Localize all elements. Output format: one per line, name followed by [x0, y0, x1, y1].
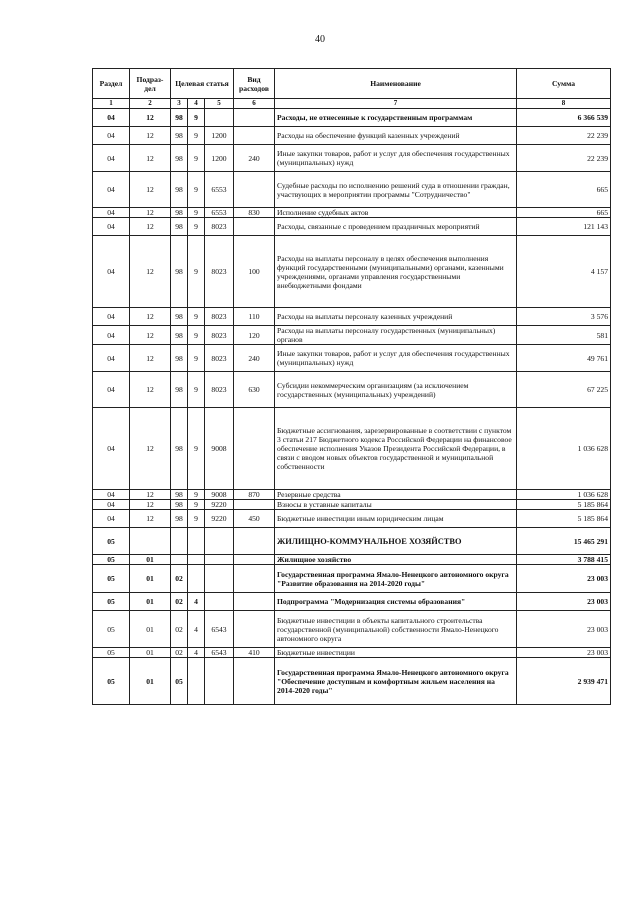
table-row [93, 593, 611, 611]
cell-target-code: 1200 [205, 145, 234, 172]
cell-target-code [205, 109, 234, 127]
cell-section: 04 [93, 490, 130, 500]
cell-target-code: 8023 [205, 326, 234, 345]
cell-section: 04 [93, 208, 130, 218]
cell-target-subprogram: 4 [188, 593, 205, 611]
cell-section: 05 [93, 648, 130, 658]
cell-target-subprogram [188, 555, 205, 565]
cell-subsection: 12 [130, 372, 171, 408]
cell-target-subprogram [188, 565, 205, 593]
cell-expense-type: 450 [234, 510, 275, 528]
table-row [93, 408, 611, 490]
cell-target-program: 98 [171, 172, 188, 208]
cell-subsection: 01 [130, 658, 171, 705]
cell-expense-type: 120 [234, 326, 275, 345]
cell-section: 04 [93, 408, 130, 490]
cell-sum: 1 036 628 [517, 490, 611, 500]
column-number: 1 [93, 99, 130, 109]
cell-target-program [171, 528, 188, 555]
cell-sum: 3 788 415 [517, 555, 611, 565]
cell-section: 04 [93, 218, 130, 236]
cell-expense-type [234, 500, 275, 510]
cell-sum: 1 036 628 [517, 408, 611, 490]
cell-name: Расходы на обеспечение функций казенных учреждений [275, 127, 517, 145]
cell-sum: 121 143 [517, 218, 611, 236]
cell-name: Иные закупки товаров, работ и услуг для обеспечения государственных (муниципальных) нужд [275, 345, 517, 372]
cell-name: Исполнение судебных актов [275, 208, 517, 218]
table-row [93, 658, 611, 705]
cell-target-subprogram: 9 [188, 408, 205, 490]
cell-subsection: 12 [130, 490, 171, 500]
table-row [93, 500, 611, 510]
cell-section: 04 [93, 127, 130, 145]
table-row [93, 218, 611, 236]
cell-target-program: 98 [171, 218, 188, 236]
cell-target-program: 98 [171, 345, 188, 372]
cell-target-subprogram [188, 528, 205, 555]
cell-target-program: 98 [171, 408, 188, 490]
cell-target-code: 8023 [205, 372, 234, 408]
cell-name: Бюджетные инвестиции [275, 648, 517, 658]
column-number-row [93, 99, 611, 109]
cell-sum: 665 [517, 172, 611, 208]
cell-target-subprogram: 9 [188, 236, 205, 308]
cell-target-code [205, 593, 234, 611]
cell-target-code: 6553 [205, 172, 234, 208]
table-body [93, 109, 611, 705]
cell-name: Расходы на выплаты персоналу государственных (муниципальных) органов [275, 326, 517, 345]
cell-name: Резервные средства [275, 490, 517, 500]
cell-target-subprogram: 4 [188, 611, 205, 648]
cell-sum: 49 761 [517, 345, 611, 372]
header-section: Раздел [93, 69, 130, 99]
cell-section: 04 [93, 308, 130, 326]
cell-section: 05 [93, 528, 130, 555]
cell-section: 04 [93, 326, 130, 345]
cell-target-code: 6543 [205, 648, 234, 658]
cell-target-subprogram [188, 658, 205, 705]
cell-expense-type [234, 658, 275, 705]
column-number: 7 [275, 99, 517, 109]
cell-sum: 23 003 [517, 593, 611, 611]
cell-target-subprogram: 4 [188, 648, 205, 658]
cell-expense-type [234, 528, 275, 555]
header-sum: Сумма [517, 69, 611, 99]
table-row [93, 372, 611, 408]
cell-target-program: 98 [171, 208, 188, 218]
cell-sum: 15 465 291 [517, 528, 611, 555]
cell-subsection: 12 [130, 510, 171, 528]
cell-expense-type [234, 611, 275, 648]
table-row [93, 208, 611, 218]
cell-subsection: 12 [130, 208, 171, 218]
cell-target-program: 98 [171, 127, 188, 145]
cell-section: 04 [93, 145, 130, 172]
cell-section: 05 [93, 555, 130, 565]
cell-sum: 23 003 [517, 611, 611, 648]
cell-name: ЖИЛИЩНО-КОММУНАЛЬНОЕ ХОЗЯЙСТВО [275, 528, 517, 555]
cell-sum: 2 939 471 [517, 658, 611, 705]
cell-section: 04 [93, 510, 130, 528]
cell-target-code [205, 555, 234, 565]
cell-target-program: 98 [171, 490, 188, 500]
cell-subsection: 01 [130, 648, 171, 658]
cell-name: Бюджетные инвестиции иным юридическим лицам [275, 510, 517, 528]
header-row [93, 69, 611, 99]
cell-target-code: 8023 [205, 236, 234, 308]
cell-expense-type [234, 555, 275, 565]
column-number: 3 [171, 99, 188, 109]
cell-subsection: 12 [130, 326, 171, 345]
cell-name: Иные закупки товаров, работ и услуг для обеспечения государственных (муниципальных) нужд [275, 145, 517, 172]
cell-name: Субсидии некоммерческим организациям (за исключением государственных (муниципальных) учреждений) [275, 372, 517, 408]
cell-subsection: 12 [130, 127, 171, 145]
cell-target-subprogram: 9 [188, 208, 205, 218]
cell-target-subprogram: 9 [188, 500, 205, 510]
page-number: 40 [315, 34, 325, 45]
cell-subsection: 12 [130, 345, 171, 372]
cell-sum: 5 185 864 [517, 510, 611, 528]
cell-target-code: 9220 [205, 500, 234, 510]
cell-target-program: 02 [171, 611, 188, 648]
table-row [93, 510, 611, 528]
cell-name: Государственная программа Ямало-Ненецкого автономного округа "Развитие образования на 2014-2020 годы" [275, 565, 517, 593]
cell-target-subprogram: 9 [188, 127, 205, 145]
cell-target-subprogram: 9 [188, 308, 205, 326]
cell-name: Бюджетные инвестиции в объекты капитального строительства государственной (муниципальной) собственности Ямало-Ненецкого автономного округа [275, 611, 517, 648]
column-number: 6 [234, 99, 275, 109]
column-number: 8 [517, 99, 611, 109]
cell-expense-type: 630 [234, 372, 275, 408]
cell-target-program: 05 [171, 658, 188, 705]
cell-section: 05 [93, 593, 130, 611]
header-target: Целевая статья [171, 69, 234, 99]
cell-target-subprogram: 9 [188, 172, 205, 208]
table-row [93, 611, 611, 648]
budget-table [92, 68, 611, 705]
table-row [93, 127, 611, 145]
cell-name: Расходы, не отнесенные к государственным программам [275, 109, 517, 127]
cell-target-program [171, 555, 188, 565]
table-row [93, 490, 611, 500]
cell-target-code [205, 565, 234, 593]
header-subsection: Подраз-дел [130, 69, 171, 99]
table-row [93, 109, 611, 127]
cell-expense-type [234, 408, 275, 490]
cell-subsection: 12 [130, 172, 171, 208]
cell-name: Судебные расходы по исполнению решений суда в отношении граждан, участвующих в мероприятии программы "Сотрудничество" [275, 172, 517, 208]
cell-sum: 665 [517, 208, 611, 218]
cell-target-program: 98 [171, 326, 188, 345]
cell-name: Государственная программа Ямало-Ненецкого автономного округа "Обеспечение доступным и комфортным жильем населения на 2014-2020 годы" [275, 658, 517, 705]
table-row [93, 528, 611, 555]
cell-target-program: 98 [171, 500, 188, 510]
cell-sum: 5 185 864 [517, 500, 611, 510]
cell-target-program: 98 [171, 510, 188, 528]
cell-subsection: 12 [130, 308, 171, 326]
table-row [93, 648, 611, 658]
cell-target-program: 98 [171, 372, 188, 408]
cell-target-subprogram: 9 [188, 145, 205, 172]
cell-target-program: 98 [171, 236, 188, 308]
table-row [93, 145, 611, 172]
table-row [93, 308, 611, 326]
header-name: Наименование [275, 69, 517, 99]
cell-name: Бюджетные ассигнования, зарезервированные в соответствии с пунктом 3 статьи 217 Бюджетного кодекса Российской Федерации на финансовое обеспечение исполнения Указов Президента Российской Федерации, в связи с вводом новых объектов государственной и муниципальной собственности [275, 408, 517, 490]
cell-expense-type [234, 109, 275, 127]
cell-expense-type [234, 172, 275, 208]
cell-target-subprogram: 9 [188, 510, 205, 528]
cell-target-subprogram: 9 [188, 345, 205, 372]
cell-subsection: 12 [130, 109, 171, 127]
cell-section: 04 [93, 500, 130, 510]
cell-section: 04 [93, 372, 130, 408]
cell-expense-type [234, 593, 275, 611]
cell-target-code: 1200 [205, 127, 234, 145]
cell-target-subprogram: 9 [188, 109, 205, 127]
column-number: 5 [205, 99, 234, 109]
cell-subsection: 12 [130, 408, 171, 490]
cell-sum: 23 003 [517, 648, 611, 658]
cell-expense-type [234, 127, 275, 145]
cell-section: 05 [93, 565, 130, 593]
cell-subsection: 12 [130, 500, 171, 510]
cell-expense-type: 110 [234, 308, 275, 326]
cell-subsection: 01 [130, 593, 171, 611]
cell-subsection: 01 [130, 611, 171, 648]
cell-section: 04 [93, 236, 130, 308]
cell-section: 05 [93, 658, 130, 705]
cell-name: Взносы в уставные капиталы [275, 500, 517, 510]
cell-target-code [205, 528, 234, 555]
cell-target-program: 02 [171, 648, 188, 658]
cell-target-subprogram: 9 [188, 490, 205, 500]
cell-expense-type [234, 565, 275, 593]
cell-target-program: 98 [171, 109, 188, 127]
cell-target-code: 6553 [205, 208, 234, 218]
table-row [93, 345, 611, 372]
cell-section: 05 [93, 611, 130, 648]
cell-target-program: 02 [171, 565, 188, 593]
cell-subsection: 01 [130, 565, 171, 593]
cell-expense-type: 240 [234, 145, 275, 172]
cell-subsection: 12 [130, 145, 171, 172]
cell-name: Расходы, связанные с проведением праздничных мероприятий [275, 218, 517, 236]
cell-target-subprogram: 9 [188, 326, 205, 345]
cell-sum: 23 003 [517, 565, 611, 593]
cell-subsection: 12 [130, 218, 171, 236]
cell-expense-type: 240 [234, 345, 275, 372]
cell-name: Расходы на выплаты персоналу казенных учреждений [275, 308, 517, 326]
cell-target-program: 98 [171, 308, 188, 326]
cell-sum: 3 576 [517, 308, 611, 326]
cell-target-code: 6543 [205, 611, 234, 648]
cell-expense-type [234, 218, 275, 236]
column-number: 2 [130, 99, 171, 109]
cell-target-code: 8023 [205, 218, 234, 236]
table-row [93, 555, 611, 565]
cell-section: 04 [93, 109, 130, 127]
cell-target-code [205, 658, 234, 705]
cell-target-code: 9220 [205, 510, 234, 528]
cell-target-code: 9008 [205, 408, 234, 490]
cell-expense-type: 830 [234, 208, 275, 218]
cell-target-code: 8023 [205, 308, 234, 326]
cell-subsection [130, 528, 171, 555]
table-row [93, 172, 611, 208]
cell-subsection: 01 [130, 555, 171, 565]
cell-sum: 4 157 [517, 236, 611, 308]
cell-target-subprogram: 9 [188, 372, 205, 408]
table-row [93, 565, 611, 593]
cell-target-program: 02 [171, 593, 188, 611]
table-row [93, 326, 611, 345]
cell-target-code: 8023 [205, 345, 234, 372]
cell-target-subprogram: 9 [188, 218, 205, 236]
column-number: 4 [188, 99, 205, 109]
cell-sum: 67 225 [517, 372, 611, 408]
cell-sum: 22 239 [517, 127, 611, 145]
cell-sum: 581 [517, 326, 611, 345]
cell-sum: 22 239 [517, 145, 611, 172]
cell-name: Жилищное хозяйство [275, 555, 517, 565]
header-expense-type: Вид расходов [234, 69, 275, 99]
cell-name: Подпрограмма "Модернизация системы образования" [275, 593, 517, 611]
table-row [93, 236, 611, 308]
cell-sum: 6 366 539 [517, 109, 611, 127]
cell-target-program: 98 [171, 145, 188, 172]
cell-target-code: 9008 [205, 490, 234, 500]
cell-expense-type: 410 [234, 648, 275, 658]
cell-name: Расходы на выплаты персоналу в целях обеспечения выполнения функций государственными (муниципальными) органами, казенными учреждениями, органами управления государственными внебюджетными фондами [275, 236, 517, 308]
cell-expense-type: 100 [234, 236, 275, 308]
cell-expense-type: 870 [234, 490, 275, 500]
cell-subsection: 12 [130, 236, 171, 308]
cell-section: 04 [93, 345, 130, 372]
cell-section: 04 [93, 172, 130, 208]
